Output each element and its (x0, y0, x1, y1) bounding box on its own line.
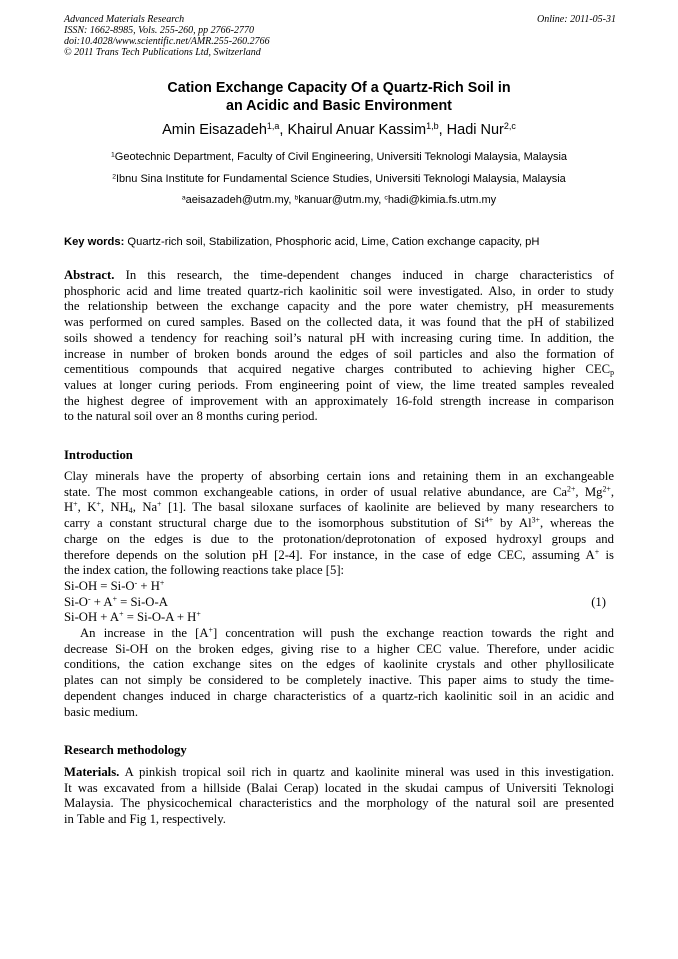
intro-line: conditions, the cation exchange sites on the edges of kaolinite crystals and other phyllosilicate (64, 657, 614, 672)
abstract-line (64, 268, 614, 284)
abstract-line: phosphoric acid and lime treated quartz-rich kaolinitic soil were investigated. Also, in order to study (64, 283, 614, 298)
title-line-2: an Acidic and Basic Environment (226, 98, 452, 114)
doi-line: doi:10.4028/www.scientific.net/AMR.255-260.2766 (64, 36, 270, 47)
affiliation-1-mark: 1 (110, 151, 115, 159)
intro-text: , K (77, 500, 97, 515)
abstract-line: to the natural soil over an 8 months curing period. (64, 409, 318, 424)
charge-sup: + (112, 594, 117, 604)
charge-sup: + (96, 500, 101, 510)
intro-line (64, 548, 614, 564)
intro-line: the index cation, the following reactions take place [5]: (64, 563, 345, 578)
author-2: Khairul Anuar Kassim (287, 122, 427, 138)
intro-text: ] concentration will push the exchange reaction towards the right and (212, 626, 614, 641)
intro-text: , NH (100, 500, 129, 515)
paper-title (64, 79, 614, 115)
charge-sup: 2+ (602, 484, 611, 494)
methodology-line: Malaysia. The physicochemical characteristics and the morphology of the natural soil are presented (64, 796, 614, 811)
intro-line: decrease Si-OH on the broken edges, giving rise to a higher CEC value. Therefore, under acidic (64, 641, 614, 656)
equation-text: + A (90, 594, 113, 609)
email-c-mark: c (384, 194, 388, 202)
introduction-heading: Introduction (64, 448, 133, 462)
abstract-line: soils showed a tendency for reaching soil’s natural pH with increasing curing time. In addition, the (64, 330, 614, 345)
intro-text: An increase in the [A (80, 626, 209, 641)
abstract-line: the relationship between the exchange capacity and the pore water chemistry, pH measurements (64, 299, 614, 314)
email-c[interactable]: hadi@kimia.fs.utm.my (387, 194, 497, 206)
affiliation-2-mark: 2 (112, 173, 116, 181)
author-1: Amin Eisazadeh (162, 122, 267, 138)
keywords-label: Key words: (64, 236, 125, 248)
author-3: Hadi Nur (446, 122, 504, 138)
abstract-text: In this research, the time-dependent changes induced in charge characteristics of (114, 268, 614, 282)
journal-header (64, 14, 616, 58)
intro-text: carry a constant structural charge due to the isomorphous substitution of Si (64, 516, 485, 531)
methodology-text: A pinkish tropical soil rich in quartz and kaolinite mineral was used in this investigation. (119, 765, 614, 779)
intro-line (64, 516, 614, 532)
methodology-body (64, 765, 614, 828)
intro-line: charge on the edges is due to the protonation/deprotonation of exposed hydroxyl groups and (64, 531, 614, 546)
charge-sup: 3+ (531, 515, 540, 525)
intro-line (64, 626, 614, 642)
intro-text: , Na (132, 500, 158, 515)
intro-text: , (610, 484, 614, 499)
intro-line: dependent changes induced in charge characteristics of a quartz-rich kaolinitic soil in an acidic and (64, 688, 614, 703)
affiliation-1 (64, 150, 614, 164)
equation-text: Si-OH + A (64, 610, 120, 625)
affiliation-2-text: Ibnu Sina Institute for Fundamental Science Studies, Universiti Teknologi Malaysia, Malaysia (115, 173, 566, 185)
intro-text: [1]. The basal siloxane surfaces of kaolinite are believed by many researchers to (161, 500, 615, 515)
author-2-affil: 1,b (426, 121, 439, 132)
methodology-line: It was excavated from a hillside (Balai Cerap) located in the skudai campus of Universiti Teknologi (64, 780, 614, 795)
journal-name: Advanced Materials Research (64, 14, 185, 25)
intro-text: H (64, 500, 74, 515)
abstract-line: was performed on cured samples. Based on the collected data, it was found that the pH of stabilized (64, 315, 614, 330)
abstract-label: Abstract. (64, 268, 115, 282)
equation-text: + H (137, 578, 160, 593)
intro-text: , Mg (575, 484, 603, 499)
intro-line (64, 485, 614, 501)
nh4-sub: 4 (128, 506, 133, 516)
intro-line: basic medium. (64, 704, 138, 719)
charge-sup: + (157, 500, 162, 510)
charge-sup: - (134, 578, 138, 588)
abstract-line: values at longer curing periods. From engineering point of view, the lime treated samples revealed (64, 377, 614, 392)
intro-text: is (599, 547, 614, 562)
intro-text: , whereas the (539, 516, 614, 531)
copyright-line: © 2011 Trans Tech Publications Ltd, Switzerland (64, 47, 261, 58)
author-list: Amin Eisazadeh$^{1,a}$, Khairul Anuar Kassim$^{1,b}$, Hadi Nur$^{2,c}$ (162, 121, 516, 138)
keywords-text: Quartz-rich soil, Stabilization, Phosphoric acid, Lime, Cation exchange capacity, pH (127, 236, 540, 248)
intro-line (64, 500, 614, 516)
methodology-line: in Table and Fig 1, respectively. (64, 812, 226, 827)
charge-sup: + (119, 610, 124, 619)
equation-text: Si-OH = Si-O (64, 578, 135, 593)
equation-text: = Si-O-A + H (123, 610, 197, 625)
charge-sup: + (594, 547, 600, 557)
equation-line-1 (64, 579, 614, 595)
abstract (64, 268, 614, 425)
affiliation-1-text: Geotechnic Department, Faculty of Civil Engineering, Universiti Teknologi Malaysia, Malaysia (114, 151, 568, 163)
introduction-body (64, 469, 614, 720)
author-1-affil: 1,a (266, 121, 280, 132)
methodology-line (64, 765, 614, 781)
intro-text: state. The most common exchangeable cations, in order of usual relative abundance, are Ca (64, 484, 568, 499)
charge-sup: - (87, 594, 91, 604)
charge-sup: 4+ (484, 515, 494, 525)
online-date: Online: 2011-05-31 (537, 14, 616, 25)
abstract-line: the highest degree of improvement with an approximately 16-fold strength increase in comparison (64, 393, 614, 408)
equation-number: (1) (591, 594, 606, 609)
author-3-affil: 2,c (503, 121, 516, 132)
keywords (64, 235, 624, 249)
issn-line: ISSN: 1662-8985, Vols. 255-260, pp 2766-2770 (64, 25, 254, 36)
charge-sup: + (208, 625, 213, 635)
abstract-line: increase in number of broken bonds around the edges of soil particles and also the formation of (64, 346, 614, 361)
methodology-heading: Research methodology (64, 743, 187, 757)
charge-sup: + (196, 610, 201, 619)
equation-line-3 (64, 610, 614, 626)
charge-sup: + (73, 500, 78, 510)
title-line-1: Cation Exchange Capacity Of a Quartz-Rich Soil in (167, 80, 511, 96)
equation-line-2 (64, 595, 614, 611)
charge-sup: + (159, 578, 165, 588)
intro-text: by Al (493, 516, 532, 531)
intro-text: therefore depends on the solution pH [2-4]. For instance, in the case of edge CEC, assuming A (64, 547, 595, 562)
email-b-mark: b (294, 194, 299, 202)
email-a-mark: a (181, 194, 186, 202)
equation-text: = Si-O-A (117, 594, 168, 609)
email-b[interactable]: kanuar@utm.my (298, 194, 379, 206)
intro-line: Clay minerals have the property of absorbing certain ions and retaining them in an exchangeable (64, 469, 614, 483)
materials-label: Materials. (64, 765, 120, 779)
author-emails: $^a$aeisazadeh@utm.my, $^b$kanuar@utm.my, $^c$hadi@kimia.fs.utm.my (181, 194, 497, 206)
abstract-line (64, 362, 614, 378)
affiliation-2 (64, 172, 614, 186)
abstract-text: cementitious compounds that acquired negative charges contributed to achieving higher CEC (64, 362, 611, 377)
equation-text: Si-O (64, 594, 88, 609)
cec-subscript: p (610, 368, 614, 378)
email-a[interactable]: aeisazadeh@utm.my (185, 194, 289, 206)
charge-sup: 2+ (567, 484, 576, 494)
intro-line: plates can not simply be considered to be completely inactive. This paper aims to study the time- (64, 673, 614, 688)
